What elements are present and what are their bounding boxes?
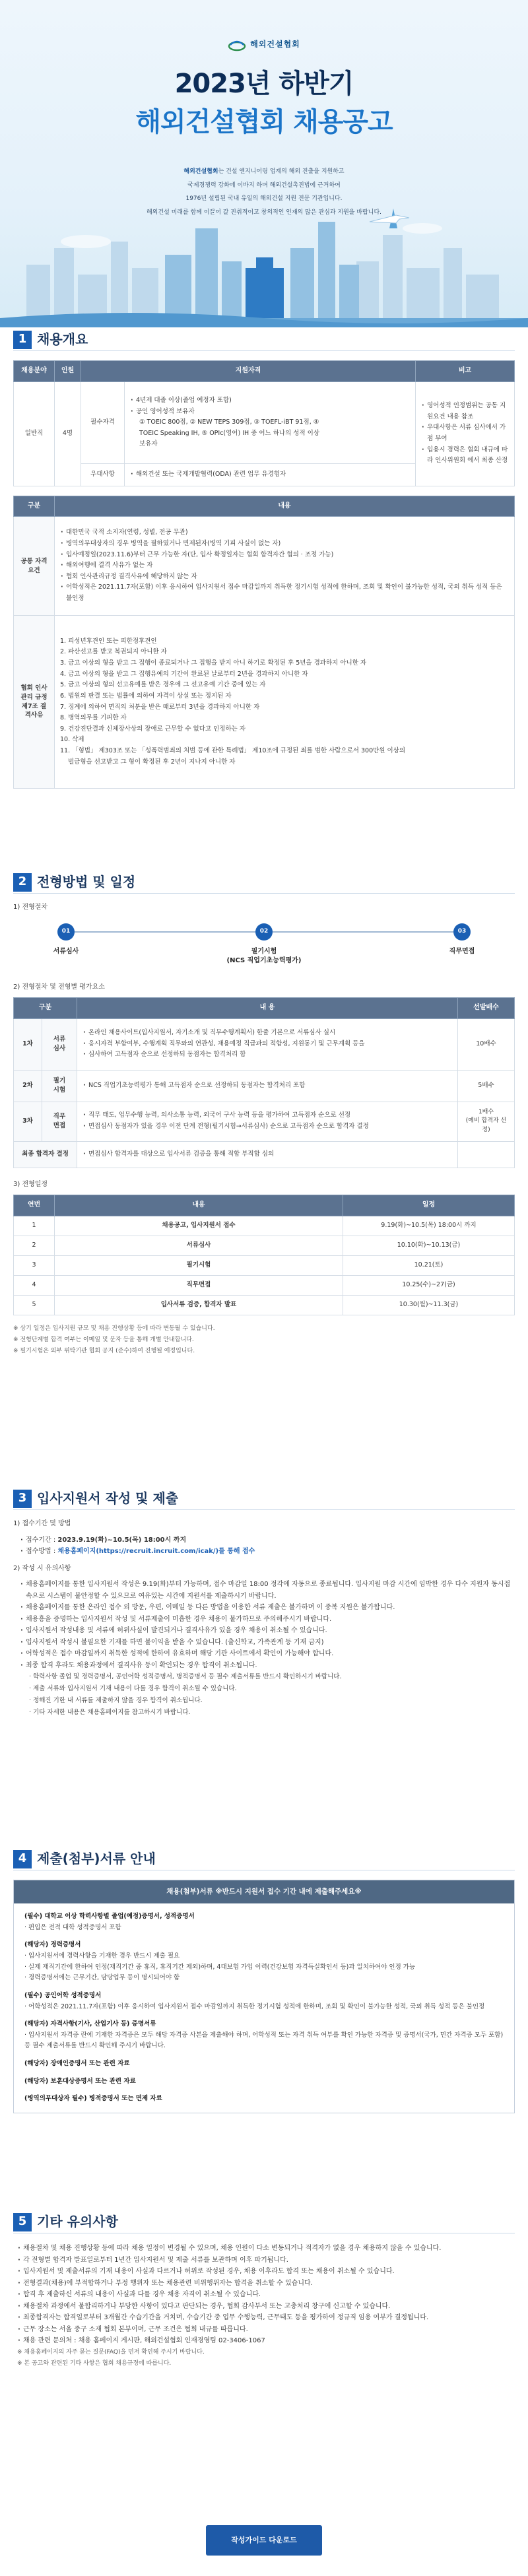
section-other-notes [0,2211,528,2369]
document-title: (필수) 대학교 이상 학력사항별 졸업(예정)증명서, 성적증명서 [24,1913,195,1921]
list-item: · 대한민국 국적 소지자(연령, 성별, 전공 무관) [60,527,509,539]
section-title: 기타 유의사항 [37,2214,118,2229]
list-item: 11. 「형법」 제303조 또는 「성폭력범죄의 처벌 등에 관한 특례법」 제10조에 규정된 죄를 범한 사람으로서 300만원 이상의 [60,747,406,754]
list-item: · 온라인 채용사이트(입사지원서, 자기소개 및 직무수행계획서) 한줄 기본으로 서류심사 실시 [82,1028,452,1039]
list-item: · 협회 인사관리규정 결격사유에 해당하지 않는 자 [60,572,509,583]
subsection-title: 1) 전형절차 [13,904,48,911]
list-item: · 채용흥을 증명하는 입사지원서 작성 및 서류제출이 미흡한 경우 채용이 불가하므로 주의해주시기 바랍니다. [20,1614,515,1626]
hero-subtitle: 해외건설협회 채용공고 [135,107,393,137]
logo-icon [228,38,246,51]
section-header [13,1848,515,1870]
step-number: 02 [255,923,273,941]
row-item: 채용공고, 입사지원서 접수 [55,1216,343,1236]
col-header: 비고 [416,361,515,382]
hero-desc-line-4: 해외건설 미래를 함께 이끌어 갈 진취적이고 창의적인 인재의 많은 관심과 지원을 바랍니다. [146,209,381,216]
note-line: ※ 상기 일정은 입사지원 규모 및 채용 진행상황 등에 따라 변동될 수 있습니다. [13,1325,215,1332]
row-date: 10.10(화)~10.13(금) [343,1236,515,1255]
note-line: ※ 전형단계별 합격 여부는 이메일 및 문자 등을 통해 개별 안내합니다. [13,1336,194,1343]
col-header: 선발배수 [458,998,515,1019]
document-title: (해당자) 경력증명서 [24,1941,81,1949]
row-number: 5 [14,1295,55,1315]
list-item: · 채용절차 및 채용 진행상황 등에 따라 채용 일정이 변경될 수 있으며, 채용 인원이 다소 변동되거나 적격자가 없을 경우 채용하지 않을 수 있습니다. [17,2243,515,2255]
common-cell [55,517,515,616]
stage-name: 필기 시험 [42,1070,77,1102]
list-item: · 기타 자세한 내용은 채용홈페이지를 참고하시기 바랍니다. [29,1709,191,1717]
city-skyline-illustration [0,202,528,327]
list-item: 7. 징계에 의하여 면직의 처분을 받은 때로부터 3년을 경과하지 아니한 자 [60,703,260,711]
list-item: · 채용절차 과정에서 불합리하거나 부당한 사항이 있다고 판단되는 경우, 협회 감사부서 또는 고충처리 창구에 신고할 수 있습니다. [17,2301,515,2313]
list-item: · NCS 직업기초능력평가 통해 고득점자 순으로 선정하되 동점자는 합격처리 포함 [82,1080,452,1092]
document-title: (병역의무대상자 필수) 병적증명서 또는 면제 자료 [24,2095,162,2103]
row-item: 필기시험 [55,1255,343,1275]
list-item: 보유자 [139,440,158,447]
step-number: 01 [57,923,75,941]
col-header: 내 용 [77,998,458,1019]
table-row [14,1275,515,1295]
list-item: · 최종 합격 후라도 채용과정에서 결격사유 등이 확인되는 경우 합격이 취소됩니다. [20,1660,515,1672]
ratio-cell: 5배수 [458,1070,515,1102]
document-title: (해당자) 보훈대상증명서 또는 관련 자료 [24,2077,136,2085]
step-label: 필기시험 (NCS 직업기초능력평가) [226,947,302,964]
list-item: 9. 건강진단결과 신체장사상의 장애로 근무할 수 없다고 인정하는 자 [60,725,246,733]
document-item [24,2094,504,2105]
list-item: · 면접심사 동점자가 있을 경우 이전 단계 전형(필기시험→서류심사) 순으로 고득점자 순으로 합격자 결정 [82,1121,452,1133]
table-row [14,1216,515,1236]
list-item: · 직무 태도, 업무수행 능력, 의사소통 능력, 외국어 구사 능력 등을 평가하여 고득점자 순으로 선정 [82,1110,452,1121]
note-line: ※ 채용홈페이지의 자주 묻는 질문(FAQ)을 먼저 확인해 주시기 바랍니다. [17,2348,205,2356]
list-item: · 영어성적 인정범위는 공통 지원요건 내용 참조 [421,401,509,422]
list-item: · 제출 서류와 입사지원서 기재 내용이 다를 경우 합격이 취소될 수 있습니다. [29,1685,237,1693]
table-row [14,1236,515,1255]
subsection-title: 1) 접수기간 및 방법 [13,1520,71,1527]
section-application [0,1488,528,1719]
pref-label: 우대사항 [81,463,125,486]
list-item: 3. 금고 이상의 형을 받고 그 집행이 종료되거나 그 집행을 받지 아니 하기로 확정된 후 5년을 경과하지 아니한 자 [60,659,367,667]
list-item: · 병역의무대상자의 경우 병역을 필하였거나 면제된자(병역 기피 사실이 없는 자) [60,539,509,550]
section-title: 제출(첨부)서류 안내 [37,1851,156,1866]
col-header: 내용 [55,496,515,517]
hero-desc-line-3: 1976년 설립된 국내 유일의 해외건설 지원 전문 기관입니다. [185,195,343,203]
hero-desc-bold: 해외건설협회 [183,168,218,175]
req-label: 필수자격 [81,381,125,463]
stage-content [77,1070,458,1102]
schedule-table [13,1195,515,1315]
notice-list [20,1579,515,1671]
period-value: 2023.9.19(화)~10.5(목) 18:00시 까지 [57,1536,187,1544]
list-item: · 입사지원서 작성내용 및 서류에 허위사실이 발견되거나 결격사유가 있을 경우 채용이 취소될 수 있습니다. [20,1625,515,1637]
common-label: 공통 자격요건 [14,517,55,616]
application-info [20,1535,515,1558]
hero-desc-line-1: 는 건설 엔지니어링 업계의 해외 진출을 지원하고 [218,168,345,175]
list-item: · 채용홈페이지를 통한 입사지원서 작성은 9.19(화)부터 가능하며, 접수 마감일 18:00 정각에 자동으로 종료됩니다. 입사지원 마감 시간에 임박한 경우 다수 지원자 동시접속으로 시스템이 불안정할 수 있으므로 여유있는 시간에 지원서를 제출하시기 바랍니다. [20,1579,515,1602]
document-title: (필수) 공인어학 성적증명서 [24,1991,102,1999]
col-header: 지원자격 [81,361,416,382]
list-item: TOEIC Speaking IH, ⑤ OPIc(영어) IH 중 어느 하나의 성적 이상 [139,429,320,437]
hero-banner [0,0,528,327]
list-item: 10. 삭제 [60,736,84,744]
document-item [24,1911,504,1933]
hero-title: 2023년 하반기 [174,69,354,99]
step-number: 03 [453,923,471,941]
documents-box [13,1880,515,2113]
note-line: ※ 필기시험은 외부 위탁기관 협회 공지 (준수)하여 진행될 예정입니다. [13,1347,195,1354]
note-line: ※ 본 공고와 관련된 기타 사항은 협회 채용규정에 따릅니다. [17,2360,172,2367]
section-header [13,329,515,351]
ratio-cell: 1배수 (예비 합격자 선정) [458,1102,515,1141]
list-item [20,1546,515,1558]
stage-name: 직무 면접 [42,1102,77,1141]
list-item: · 해외건설 또는 국제개발협력(ODA) 관련 업무 유경험자 [130,469,410,480]
list-item: · 채용 관련 문의처 : 채용 홈페이지 게시판, 해외건설협회 인재경영팀 02-3406-1067 [17,2335,515,2347]
section-title: 채용개요 [37,331,88,347]
qualification-table [13,496,515,789]
step-label: 직무면접 [449,947,475,955]
row-item: 서류심사 [55,1236,343,1255]
list-item: · 입사지원서 및 제출서류의 기재 내용이 사실과 다르거나 허위로 작성된 경우, 채용 이후라도 합격 또는 채용이 취소될 수 있습니다. [17,2266,515,2278]
stage-cell: 2차 [14,1070,42,1102]
list-item: 4. 금고 이상의 형을 받고 그 집행유예의 기간이 완료된 날로부터 2년을 경과하지 아니한 자 [60,670,308,678]
section-title: 입사지원서 작성 및 제출 [37,1490,179,1506]
col-header: 일정 [343,1195,515,1216]
row-date: 10.25(수)~27(금) [343,1275,515,1295]
list-item: · 어학성적은 접수 마감일까지 취득한 성적에 한하여 유효하며 해당 기관 사이트에서 확인이 가능해야 합니다. [20,1648,515,1660]
document-title: (해당자) 장애인증명서 또는 관련 자료 [24,2060,130,2068]
stage-cell: 최종 합격자 결정 [14,1141,77,1168]
list-item: 8. 병역의무를 기피한 자 [60,714,127,722]
hero-desc-line-2: 국제경쟁력 강화에 이바지 하며 해외건설촉진법에 근거하여 [187,182,341,189]
ratio-cell: 10배수 [458,1018,515,1070]
row-number: 4 [14,1275,55,1295]
list-item: · 최종합격자는 합격일로부터 3개월간 수습기간을 거치며, 수습기간 중 업무 수행능력, 근무태도 등을 평가하여 정규직 임용 여부가 결정됩니다. [17,2312,515,2324]
document-item [24,1940,504,1984]
list-item: · 입용시 경력은 협회 내규에 따라 인사위원회 에서 최종 산정 [421,445,509,467]
list-item [20,1535,515,1546]
col-header: 연번 [14,1195,55,1216]
section-selection-process [0,871,528,1357]
list-item: · 정해진 기한 내 서류를 제출하지 않을 경우 합격이 취소됩니다. [29,1697,203,1705]
recruit-site-link[interactable]: 채용홈페이지(https://recruit.incruit.com/icak/)를 통해 접수 [57,1548,255,1555]
disq-cell [55,616,515,789]
document-item [24,1991,504,2012]
row-item: 직무면접 [55,1275,343,1295]
notice-sublist [29,1671,515,1719]
section-number: 3 [13,1490,32,1508]
stage-content [77,1102,458,1141]
documents-box-body [14,1903,514,2113]
stage-cell: 1차 [14,1018,42,1070]
stage-content [77,1141,458,1168]
document-title: (해당자) 자격사항(기사, 산업기사 등) 증명서류 [24,2020,156,2028]
list-item: · 우대사항은 서류 심사에서 가점 부여 [421,422,509,444]
process-timeline [13,918,515,976]
row-date: 10.30(월)~11.3(금) [343,1295,515,1315]
document-item [24,2019,504,2052]
section-recruitment-overview [0,329,528,789]
list-item: · 전형결과(채용)에 부적합하거나 부정 행위자 또는 채용관련 비위행위자는 합격을 취소할 수 있습니다. [17,2278,515,2290]
section-header [13,2211,515,2233]
list-item: · 공인 영어성적 보유자 [130,407,410,418]
document-detail: · 입사지원서 자격증 란에 기재한 자격증은 모두 해당 자격증 사본을 제출해야 하며, 어학성적 또는 자격 취득 여부를 확인 가능한 자격증 및 증명서(국가, 민간 자격증 모두 포함) 등 필수 제출서류를 반드시 확인해 주시기 바랍니다. [24,2031,504,2050]
col-header: 구분 [14,496,55,517]
list-item: · 입사예정일(2023.11.6)부터 근무 가능한 자(단, 입사 확정일자는 협회 합격자간 협의 · 조정 가능) [60,550,509,561]
section-title: 전형방법 및 일정 [37,874,136,890]
row-item: 입사서류 검증, 합격자 발표 [55,1295,343,1315]
list-item: · 각 전형별 합격자 발표일로부터 1년간 입사지원서 및 제출 서류를 보관하며 이후 파기됩니다. [17,2255,515,2266]
section-number: 2 [13,873,32,892]
col-header: 채용분야 [14,361,55,382]
list-item: 2. 파산선고를 받고 복권되지 아니한 자 [60,648,167,656]
list-item: · 응시자격 부합여부, 수행계획 직무와의 연관성, 채용예정 직급과의 적합성, 지원동기 및 근무계획 등을 [82,1039,452,1050]
list-item: · 4년제 대졸 이상(졸업 예정자 포함) [130,395,410,407]
row-number: 1 [14,1216,55,1236]
list-item: 벌금형을 선고받고 그 형이 확정된 후 2년이 지나지 아니한 자 [68,758,236,766]
section-documents [0,1848,528,2113]
list-item: · 심사하여 고득점자 순으로 선정하되 동점자는 합격처리 함 [82,1049,452,1061]
section-header [13,1488,515,1510]
documents-box-header: 채용(첨부)서류 ※반드시 지원서 접수 기간 내에 제출해주세요※ [14,1880,514,1903]
recruitment-table [13,360,515,486]
disq-label: 협회 인사관리 규정 제7조 결격사유 [14,616,55,789]
row-date: 10.21(토) [343,1255,515,1275]
list-item: · 해외여행에 결격 사유가 없는 자 [60,560,509,572]
document-item [24,2059,504,2070]
other-notes-remarks [17,2347,515,2369]
row-date: 9.19(화)~10.5(목) 18:00시 까지 [343,1216,515,1236]
pref-cell [125,463,416,486]
list-item: · 면접심사 합격자를 대상으로 입사서류 검증을 통해 적합 부적합 심의 [82,1149,452,1160]
row-number: 2 [14,1236,55,1255]
list-item: · 합격 후 제출하신 서류의 내용이 사실과 다를 경우 채용 자격이 취소될 수 있습니다. [17,2289,515,2301]
list-item: · 입사지원서 작성시 불필요한 기재를 하면 불이익을 받을 수 있습니다. (출신학교, 가족관계 등 기재 금지) [20,1637,515,1649]
section-number: 5 [13,2213,32,2231]
stage-name: 서류 심사 [42,1018,77,1070]
evaluation-table [13,997,515,1168]
row-number: 3 [14,1255,55,1275]
document-detail: · 어학성적은 2021.11.7자(포함) 이후 응시하여 입사지원서 접수 마감일까지 취득한 정기시험 성적에 한하며, 조회 및 확인이 불가능한 성적, 국외 취득 성적 등은 불인정 [24,2002,485,2010]
document-detail: · 편입은 전적 대학 성적증명서 포함 [24,1923,121,1931]
logo [0,38,528,51]
timeline-step [211,923,317,966]
list-item: 6. 법원의 판결 또는 법률에 의하여 자격이 상실 또는 정지된 자 [60,692,232,700]
list-item: · 근무 장소는 서울 중구 소재 협회 본부이며, 근무 조건은 협회 내규를 따릅니다. [17,2324,515,2336]
download-guide-button[interactable]: 작성가이드 다운로드 [206,2525,322,2556]
document-item [24,2076,504,2088]
timeline-step [409,923,515,956]
section-header [13,871,515,894]
list-item: · 채용홈페이지를 통한 온라인 접수 외 방문, 우편, 이메일 등 다른 방법을 이용한 서류 제출은 불가하며 이 중복 지원은 불가합니다. [20,1602,515,1614]
logo-text: 해외건설협회 [250,40,300,50]
timeline-step [13,923,119,956]
section-number: 4 [13,1850,32,1868]
list-item: · 어학성적은 2021.11.7자(포함) 이후 응시하여 입사지원서 접수 마감일까지 취득한 정기시험 성적에 한하며, 조회 및 확인이 불가능한 성적, 국외 취득 성적 등은 불인정 [60,582,509,604]
list-item: 1. 피성년후견인 또는 피한정후견인 [60,637,157,645]
period-label: 접수기간 : [26,1536,58,1544]
count-cell: 4명 [55,381,81,486]
section-number: 1 [13,331,32,349]
stage-content [77,1018,458,1070]
req-cell [125,381,416,463]
document-detail: · 입사지원서에 경력사항을 기재한 경우 반드시 제출 필요 · 실제 재직기간에 한하여 인정(재직기간 중 휴직, 휴직기간 제외)하며, 4대보험 가입 이력(건강보험 자격득실확인서 등)과 일치하여야 인정 가능 · 경력증명서에는 근무기간, 담당업무 등이 명시되어야 함 [24,1952,416,1982]
list-item: ① TOEIC 800점, ② NEW TEPS 309점, ③ TOEFL-iBT 91점, ④ [139,418,319,426]
method-label: 접수방법 : [26,1548,58,1555]
col-header: 내용 [55,1195,343,1216]
subsection-title: 2) 작성 시 유의사항 [13,1564,71,1572]
col-header: 구분 [14,998,77,1019]
other-notes-list [17,2243,515,2347]
step-label: 서류심사 [53,947,79,955]
ratio-cell [458,1141,515,1168]
table-row [14,1255,515,1275]
list-item: · 학력사항 졸업 및 경력증명서, 공인어학 성적증명서, 병적증명서 등 필수 제출서류를 반드시 확인하시기 바랍니다. [29,1673,342,1680]
subsection-title: 3) 전형일정 [13,1180,48,1188]
field-cell: 일반직 [14,381,55,486]
col-header: 인원 [55,361,81,382]
table-row [14,1295,515,1315]
list-item: 5. 금고 이상의 형의 선고유예를 받은 경우에 그 선고유예 기간 중에 있는 자 [60,681,266,689]
note-cell [416,381,515,486]
subsection-title: 2) 전형절차 및 전형별 평가요소 [13,983,105,991]
stage-cell: 3차 [14,1102,42,1141]
schedule-notes [13,1323,515,1357]
